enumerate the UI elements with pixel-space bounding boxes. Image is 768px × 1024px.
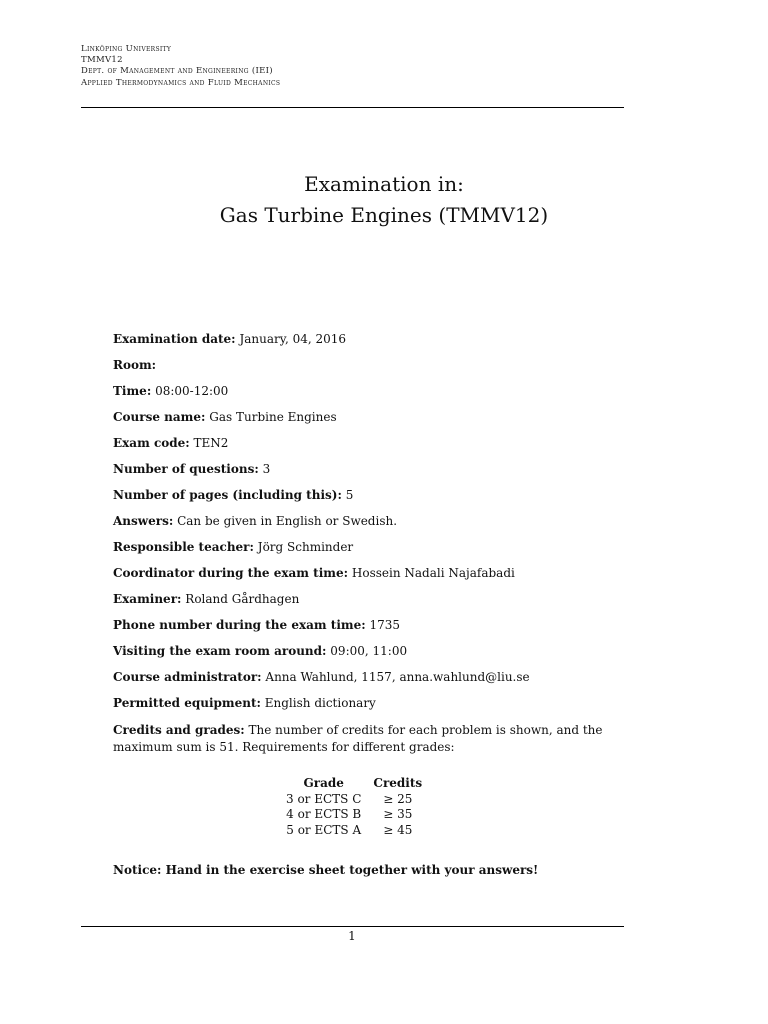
- field-label: Course name:: [113, 410, 206, 424]
- grade-cell: 3 or ECTS C: [286, 791, 362, 806]
- field-phone-number: [113, 618, 628, 633]
- field-label: Time:: [113, 384, 152, 398]
- field-exam-code: [113, 436, 628, 451]
- field-label: Exam code:: [113, 436, 190, 450]
- field-value: TEN2: [193, 436, 229, 450]
- field-value: Jörg Schminder: [257, 540, 354, 554]
- notice-text: Notice: Hand in the exercise sheet together with your answers!: [113, 863, 539, 877]
- page-number: 1: [348, 929, 356, 943]
- field-label: Number of questions:: [113, 462, 259, 476]
- header-division: Applied Thermodynamics and Fluid Mechanics: [81, 77, 281, 88]
- title-line-1: Examination in:: [304, 172, 464, 196]
- field-course-administrator: [113, 670, 628, 685]
- field-label: Visiting the exam room around:: [113, 644, 327, 658]
- field-answers: [113, 514, 628, 529]
- credits-cell: ≥ 45: [383, 822, 413, 837]
- header-divider: [81, 107, 624, 108]
- grade-cell: 4 or ECTS B: [286, 807, 362, 821]
- field-label: Number of pages (including this):: [113, 488, 342, 502]
- column-header-grade: Grade: [303, 776, 344, 790]
- field-permitted-equipment: [113, 696, 628, 711]
- field-label: Room:: [113, 358, 157, 372]
- field-time: [113, 384, 628, 399]
- field-label: Credits and grades:: [113, 723, 245, 737]
- title-line-2: Gas Turbine Engines (TMMV12): [219, 203, 549, 227]
- field-course-name: [113, 410, 628, 425]
- field-label: Permitted equipment:: [113, 696, 261, 710]
- field-label: Examiner:: [113, 592, 182, 606]
- field-value: Anna Wahlund, 1157, anna.wahlund@liu.se: [265, 670, 530, 684]
- field-value: English dictionary: [264, 696, 376, 710]
- field-value: 09:00, 11:00: [330, 644, 408, 658]
- field-label: Examination date:: [113, 332, 236, 346]
- field-label: Coordinator during the exam time:: [113, 566, 349, 580]
- header-course-code: TMMV12: [81, 55, 123, 66]
- field-label: Answers:: [113, 514, 174, 528]
- field-credits-and-grades: [113, 722, 628, 756]
- header-department: Dept. of Management and Engineering (IEI): [81, 66, 273, 77]
- grade-cell: 5 or ECTS A: [286, 822, 362, 837]
- field-value: 3: [262, 462, 271, 476]
- table-row: [280, 792, 428, 808]
- field-value: 08:00-12:00: [155, 384, 229, 398]
- credits-cell: ≥ 25: [383, 791, 413, 806]
- field-responsible-teacher: [113, 540, 628, 555]
- grades-table: [280, 776, 428, 838]
- field-examiner: [113, 592, 628, 607]
- field-visiting-times: [113, 644, 628, 659]
- field-coordinator: [113, 566, 628, 581]
- field-value: 5: [345, 488, 354, 502]
- credits-cell: ≥ 35: [383, 807, 413, 821]
- table-row: [280, 823, 428, 839]
- field-value: January, 04, 2016: [239, 332, 347, 346]
- field-label: Course administrator:: [113, 670, 262, 684]
- field-label: Responsible teacher:: [113, 540, 254, 554]
- field-value: Can be given in English or Swedish.: [177, 514, 398, 528]
- field-room: [113, 358, 628, 373]
- header-university: Linköping University: [81, 44, 172, 54]
- exam-info-fields: [113, 332, 628, 767]
- document-header: [81, 44, 624, 89]
- field-value: Gas Turbine Engines: [209, 410, 337, 424]
- field-label: Phone number during the exam time:: [113, 618, 366, 632]
- field-number-of-questions: [113, 462, 628, 477]
- field-value: 1735: [369, 618, 401, 632]
- field-examination-date: [113, 332, 628, 347]
- field-value: Roland Gårdhagen: [185, 592, 300, 606]
- grades-table-header: [280, 776, 428, 792]
- field-value: The number of credits for each problem is shown, and the maximum sum is 51. Requirements for different grades:: [113, 723, 603, 754]
- table-row: [280, 807, 428, 823]
- column-header-credits: Credits: [373, 776, 423, 790]
- footer-divider: [81, 926, 624, 927]
- field-number-of-pages: [113, 488, 628, 503]
- field-value: Hossein Nadali Najafabadi: [351, 566, 515, 580]
